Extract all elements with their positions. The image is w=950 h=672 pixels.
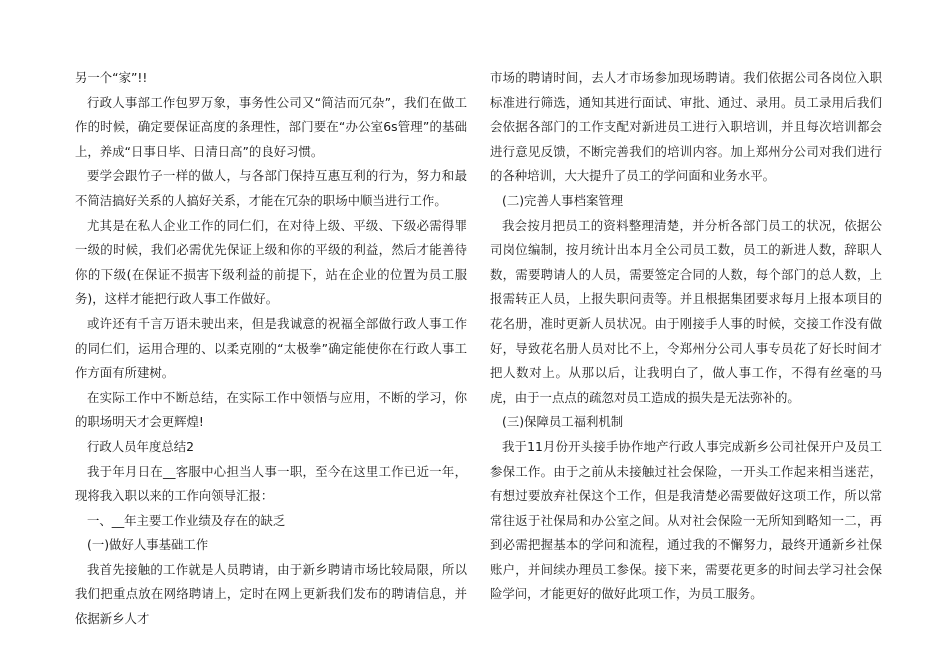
right-column bbox=[490, 66, 882, 607]
paragraph: 我首先接触的工作就是人员聘请，由于新乡聘请市场比较局限，所以我们把重点放在网络聘请上，定时在网上更新我们发布的聘请信息，并依据新乡人才 bbox=[75, 561, 467, 627]
section-heading: 行政人员年度总结2 bbox=[87, 438, 195, 454]
paragraph: 我会按月把员工的资料整理清楚，并分析各部门员工的状况，依据公司岗位编制，按月统计出本月全公司员工数，员工的新进人数，辞职人数，需要聘请人的人员，需要签定合同的人数，每个部门的总人数，上报需转正人员，上报失职问责等。并且根据集团要求每月上报本项目的花名册，准时更新人员状况。由于刚接手人事的时候，交接工作没有做好，导致花名册人员对比不上，令郑州分公司人事专员花了好长时间才把人数对上。从那以后，让我明白了，做人事工作，不得有丝毫的马虎，由于一点点的疏忽对员工造成的损失是无法弥补的。 bbox=[490, 217, 882, 405]
subsection-heading: (二)完善人事档案管理 bbox=[502, 192, 624, 208]
subsection-heading: (三)保障员工福利机制 bbox=[502, 414, 624, 430]
paragraph: 我于11月份开头接手协作地产行政人事完成新乡公司社保开户及员工参保工作。由于之前从未接触过社会保险，一开头工作起来相当迷茫，有想过要放弃社保这个工作，但是我清楚必需要做好这项工作，所以常常往返于社保局和办公室之间。从对社会保险一无所知到略知一二，再到必需把握基本的学问和流程，通过我的不懈努力，最终开通新乡社保账户，并间续办理员工参保。接下来，需要花更多的时间去学习社会保险学问，才能更好的做好此项工作，为员工服务。 bbox=[490, 438, 882, 602]
section-heading: 一、__年主要工作业绩及存在的缺乏 bbox=[87, 512, 286, 528]
paragraph: 尤其是在私人企业工作的同仁们，在对待上级、平级、下级必需得罪一级的时候，我们必需优先保证上级和你的平级的利益，然后才能善待你的下级(在保证不损害下级利益的前提下，站在企业的位置为员工服务)，这样才能把行政人事工作做好。 bbox=[75, 217, 467, 307]
subsection-heading: (一)做好人事基础工作 bbox=[87, 537, 209, 553]
left-column bbox=[75, 66, 467, 632]
paragraph: 市场的聘请时间，去人才市场参加现场聘请。我们依据公司各岗位入职标准进行筛选，通知其进行面试、审批、通过、录用。员工录用后我们会依据各部门的工作支配对新进员工进行入职培训，并且每次培训都会进行意见反馈，不断完善我们的培训内容。加上郑州分公司对我们进行的各种培训，大大提升了员工的学问面和业务水平。 bbox=[490, 70, 882, 184]
paragraph: 行政人事部工作包罗万象，事务性公司又“简洁而冗杂”，我们在做工作的时候，确定要保证高度的条理性，部门要在“办公室6s管理”的基础上，养成“日事日毕、日清日高”的良好习惯。 bbox=[75, 94, 467, 159]
paragraph: 另一个“家”!! bbox=[75, 70, 148, 85]
paragraph: 我于年月日在__客服中心担当人事一职，至今在这里工作已近一年，现将我入职以来的工作向领导汇报： bbox=[75, 463, 467, 504]
paragraph: 在实际工作中不断总结，在实际工作中领悟与应用，不断的学习，你的职场明天才会更辉煌! bbox=[75, 389, 467, 430]
paragraph: 或许还有千言万语未驶出来，但是我诚意的祝福全部做行政人事工作的同仁们，运用合理的、以柔克刚的“太极拳”确定能使你在行政人事工作方面有所建树。 bbox=[75, 315, 467, 381]
paragraph: 要学会跟竹子一样的做人，与各部门保持互惠互利的行为，努力和最不简洁搞好关系的人搞好关系，才能在冗杂的职场中顺当进行工作。 bbox=[75, 168, 467, 208]
